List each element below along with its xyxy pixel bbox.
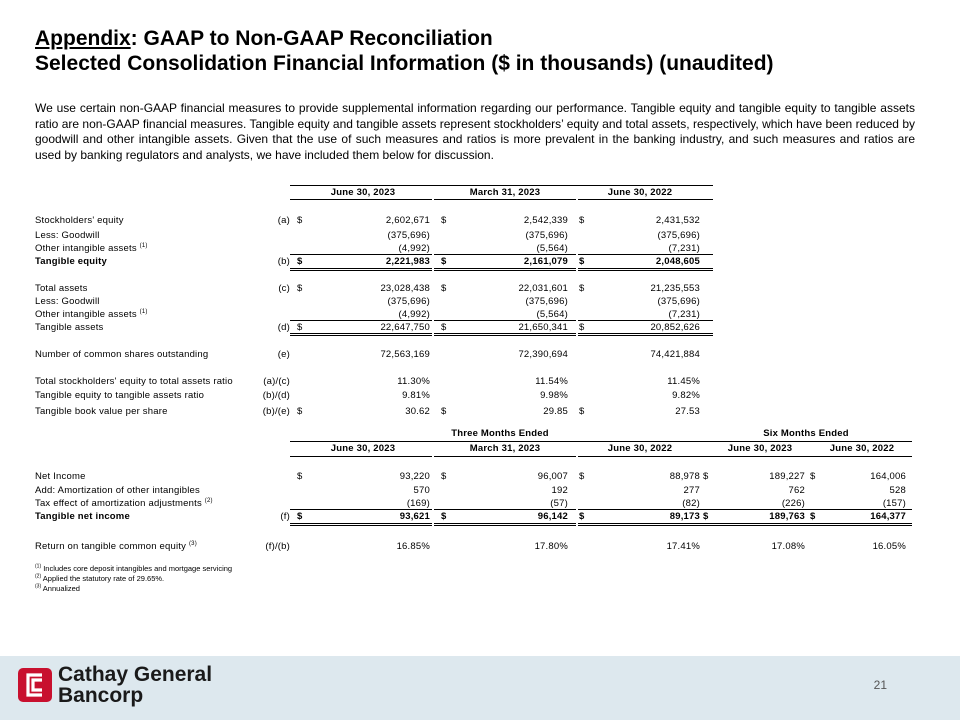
row-ref: (b)/(e) bbox=[262, 406, 290, 417]
value-cell: 189,763 bbox=[769, 511, 805, 522]
group-header: Six Months Ended bbox=[763, 428, 849, 439]
value-cell: (5,564) bbox=[536, 309, 568, 320]
total-double-rule bbox=[290, 268, 432, 271]
row-ref: (a)/(c) bbox=[263, 376, 290, 387]
column-header: June 30, 2023 bbox=[330, 443, 396, 454]
value-cell: (57) bbox=[550, 498, 568, 509]
subtotal-rule bbox=[290, 509, 432, 510]
currency-sign: $ bbox=[579, 283, 585, 294]
row-label: Tangible equity to tangible assets ratio bbox=[35, 390, 205, 401]
value-cell: 93,621 bbox=[399, 511, 430, 522]
value-cell: (375,696) bbox=[525, 230, 568, 241]
row-ref: (a) bbox=[277, 215, 290, 226]
value-cell: 93,220 bbox=[399, 471, 430, 482]
subtotal-rule bbox=[578, 254, 713, 255]
value-cell: (7,231) bbox=[668, 243, 700, 254]
value-cell: 17.08% bbox=[771, 541, 805, 552]
subtotal-rule bbox=[700, 509, 912, 510]
column-header: June 30, 2022 bbox=[829, 443, 895, 454]
row-ref: (e) bbox=[277, 349, 290, 360]
total-double-rule bbox=[578, 523, 713, 526]
currency-sign: $ bbox=[441, 215, 447, 226]
value-cell: 11.45% bbox=[667, 376, 700, 387]
value-cell: 11.54% bbox=[535, 376, 568, 387]
currency-sign: $ bbox=[441, 511, 447, 522]
header-bottom-rule bbox=[290, 199, 432, 200]
value-cell: (4,992) bbox=[398, 243, 430, 254]
title-rest: : GAAP to Non-GAAP Reconciliation bbox=[130, 27, 493, 50]
value-cell: 164,006 bbox=[870, 471, 906, 482]
currency-sign: $ bbox=[297, 471, 303, 482]
row-ref: (f) bbox=[280, 511, 290, 522]
row-ref: (b) bbox=[277, 256, 290, 267]
value-cell: 29.85 bbox=[543, 406, 568, 417]
page-number: 21 bbox=[873, 678, 887, 692]
total-double-rule bbox=[434, 523, 576, 526]
currency-sign: $ bbox=[297, 215, 303, 226]
row-label: Total assets bbox=[35, 283, 88, 294]
title-prefix: Appendix bbox=[35, 27, 131, 50]
value-cell: (375,696) bbox=[387, 230, 430, 241]
footnote: $^{(1)}$ Includes core deposit intangibles and mortgage servicing bbox=[35, 563, 233, 573]
subtotal-rule bbox=[434, 320, 576, 321]
value-cell: (157) bbox=[882, 498, 906, 509]
currency-sign: $ bbox=[579, 471, 585, 482]
row-label: Less: Goodwill bbox=[35, 296, 100, 307]
currency-sign: $ bbox=[441, 322, 447, 333]
value-cell: 164,377 bbox=[870, 511, 906, 522]
value-cell: (169) bbox=[406, 498, 430, 509]
header-bottom-rule bbox=[578, 456, 713, 457]
value-cell: 16.85% bbox=[396, 541, 430, 552]
value-cell: 22,647,750 bbox=[380, 322, 430, 333]
currency-sign: $ bbox=[579, 511, 585, 522]
value-cell: 9.82% bbox=[672, 390, 700, 401]
value-cell: (4,992) bbox=[398, 309, 430, 320]
currency-sign: $ bbox=[297, 256, 303, 267]
row-ref: (c) bbox=[278, 283, 290, 294]
group-header: Three Months Ended bbox=[451, 428, 549, 439]
total-double-rule bbox=[578, 268, 713, 271]
value-cell: 17.41% bbox=[666, 541, 700, 552]
value-cell: 2,431,532 bbox=[655, 215, 700, 226]
currency-sign: $ bbox=[297, 322, 303, 333]
value-cell: 277 bbox=[683, 485, 700, 496]
currency-sign: $ bbox=[441, 406, 447, 417]
value-cell: (375,696) bbox=[657, 230, 700, 241]
column-header: June 30, 2022 bbox=[607, 187, 673, 198]
total-double-rule bbox=[290, 333, 432, 336]
value-cell: 30.62 bbox=[405, 406, 430, 417]
value-cell: (375,696) bbox=[657, 296, 700, 307]
value-cell: (5,564) bbox=[536, 243, 568, 254]
column-header: March 31, 2023 bbox=[469, 443, 541, 454]
currency-sign: $ bbox=[810, 511, 816, 522]
value-cell: 528 bbox=[889, 485, 906, 496]
subtotal-rule bbox=[578, 320, 713, 321]
row-label: Other intangible assets $^{(1)}$ bbox=[35, 308, 148, 320]
group-rule bbox=[700, 441, 912, 442]
column-header: June 30, 2022 bbox=[607, 443, 673, 454]
currency-sign: $ bbox=[297, 283, 303, 294]
value-cell: 20,852,626 bbox=[650, 322, 700, 333]
currency-sign: $ bbox=[579, 322, 585, 333]
row-label: Stockholders' equity bbox=[35, 215, 124, 226]
subtotal-rule bbox=[434, 254, 576, 255]
value-cell: 88,978 bbox=[669, 471, 700, 482]
value-cell: 21,235,553 bbox=[650, 283, 700, 294]
total-double-rule bbox=[290, 523, 432, 526]
row-label: Add: Amortization of other intangibles bbox=[35, 485, 200, 496]
value-cell: 96,142 bbox=[537, 511, 568, 522]
row-ref: (f)/(b) bbox=[265, 541, 290, 552]
value-cell: (7,231) bbox=[668, 309, 700, 320]
total-double-rule bbox=[578, 333, 713, 336]
row-label: Tangible equity bbox=[35, 256, 107, 267]
currency-sign: $ bbox=[579, 215, 585, 226]
header-bottom-rule bbox=[434, 456, 576, 457]
footnote: $^{(3)}$ Annualized bbox=[35, 583, 80, 593]
row-label: Tax effect of amortization adjustments $^{(2)}$ bbox=[35, 497, 213, 509]
footer-band bbox=[0, 656, 960, 720]
row-ref: (d) bbox=[277, 322, 290, 333]
value-cell: 2,602,671 bbox=[385, 215, 430, 226]
value-cell: 89,173 bbox=[669, 511, 700, 522]
currency-sign: $ bbox=[579, 406, 585, 417]
column-header: June 30, 2023 bbox=[727, 443, 793, 454]
value-cell: 11.30% bbox=[397, 376, 430, 387]
row-label: Other intangible assets $^{(1)}$ bbox=[35, 242, 148, 254]
currency-sign: $ bbox=[579, 256, 585, 267]
value-cell: 22,031,601 bbox=[518, 283, 568, 294]
header-bottom-rule bbox=[810, 456, 912, 457]
total-double-rule bbox=[434, 333, 576, 336]
row-label: Less: Goodwill bbox=[35, 230, 100, 241]
currency-sign: $ bbox=[297, 511, 303, 522]
currency-sign: $ bbox=[703, 471, 709, 482]
group-rule bbox=[290, 441, 710, 442]
value-cell: 16.05% bbox=[872, 541, 906, 552]
header-top-rule bbox=[290, 185, 713, 186]
total-double-rule bbox=[434, 268, 576, 271]
value-cell: 2,542,339 bbox=[523, 215, 568, 226]
value-cell: 27.53 bbox=[675, 406, 700, 417]
value-cell: 9.98% bbox=[540, 390, 568, 401]
header-bottom-rule bbox=[578, 199, 713, 200]
row-label: Net Income bbox=[35, 471, 86, 482]
value-cell: (375,696) bbox=[525, 296, 568, 307]
value-cell: 72,390,694 bbox=[518, 349, 568, 360]
subtotal-rule bbox=[578, 509, 713, 510]
row-label: Return on tangible common equity $^{(3)}$ bbox=[35, 540, 197, 552]
value-cell: 74,421,884 bbox=[650, 349, 700, 360]
subtotal-rule bbox=[290, 320, 432, 321]
header-bottom-rule bbox=[700, 456, 810, 457]
value-cell: 2,048,605 bbox=[655, 256, 700, 267]
currency-sign: $ bbox=[441, 283, 447, 294]
header-bottom-rule bbox=[434, 199, 576, 200]
currency-sign: $ bbox=[441, 256, 447, 267]
value-cell: (82) bbox=[682, 498, 700, 509]
subtotal-rule bbox=[290, 254, 432, 255]
value-cell: 570 bbox=[413, 485, 430, 496]
value-cell: 2,161,079 bbox=[523, 256, 568, 267]
value-cell: 96,007 bbox=[537, 471, 568, 482]
slide-title bbox=[35, 26, 774, 76]
value-cell: 72,563,169 bbox=[380, 349, 430, 360]
header-bottom-rule bbox=[290, 456, 432, 457]
row-label: Tangible book value per share bbox=[35, 406, 168, 417]
row-label: Tangible assets bbox=[35, 322, 104, 333]
currency-sign: $ bbox=[703, 511, 709, 522]
cathay-logo-icon bbox=[18, 668, 52, 702]
brand-name: Cathay General Bancorp bbox=[58, 663, 213, 707]
row-label: Tangible net income bbox=[35, 511, 130, 522]
footnote: $^{(2)}$ Applied the statutory rate of 29.65%. bbox=[35, 573, 165, 583]
value-cell: (375,696) bbox=[387, 296, 430, 307]
value-cell: 17.80% bbox=[534, 541, 568, 552]
currency-sign: $ bbox=[810, 471, 816, 482]
column-header: March 31, 2023 bbox=[469, 187, 541, 198]
value-cell: (226) bbox=[781, 498, 805, 509]
value-cell: 762 bbox=[788, 485, 805, 496]
row-label: Number of common shares outstanding bbox=[35, 349, 209, 360]
currency-sign: $ bbox=[441, 471, 447, 482]
value-cell: 9.81% bbox=[402, 390, 430, 401]
total-double-rule bbox=[700, 523, 912, 526]
value-cell: 189,227 bbox=[769, 471, 805, 482]
row-ref: (b)/(d) bbox=[262, 390, 290, 401]
value-cell: 192 bbox=[551, 485, 568, 496]
value-cell: 23,028,438 bbox=[380, 283, 430, 294]
footnotes bbox=[35, 564, 232, 594]
column-header: June 30, 2023 bbox=[330, 187, 396, 198]
subtitle: Selected Consolidation Financial Information ($ in thousands) (unaudited) bbox=[35, 52, 774, 75]
value-cell: 21,650,341 bbox=[518, 322, 568, 333]
subtotal-rule bbox=[434, 509, 576, 510]
value-cell: 2,221,983 bbox=[385, 256, 430, 267]
currency-sign: $ bbox=[297, 406, 303, 417]
intro-paragraph: We use certain non-GAAP financial measures to provide supplemental information regarding our performance. Tangible equity and tangible equity to tangible assets ratio are non-GAAP financial measures. Tangible equity and tangible assets represent stockholders’ equity and total assets, respectively, which have been reduced by goodwill and other intangible assets. Given that the use of such measures and ratios is more prevalent in the banking industry, and such measures and ratios are used by banking regulators and analysts, we have included them below for discussion. bbox=[35, 101, 915, 162]
row-label: Total stockholders' equity to total assets ratio bbox=[35, 376, 233, 387]
